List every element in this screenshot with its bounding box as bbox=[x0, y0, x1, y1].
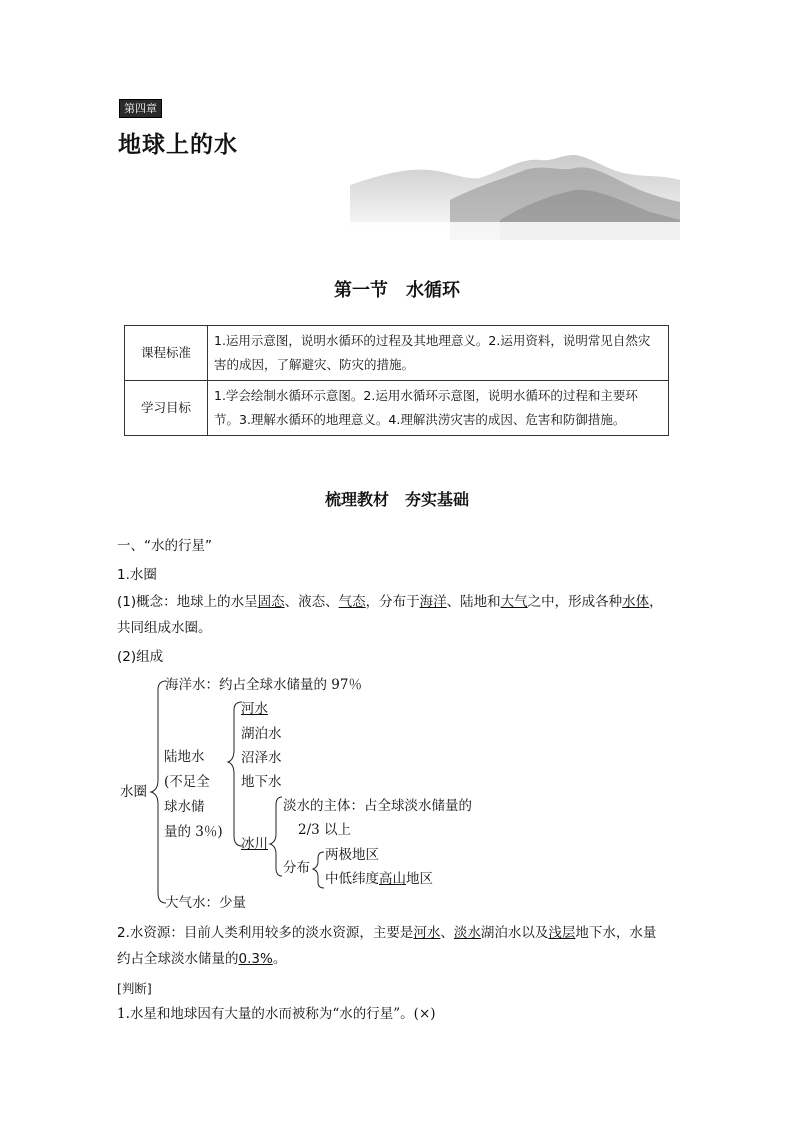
concept-text: ，分布于 bbox=[365, 594, 420, 610]
item2-text: 湖泊水以及 bbox=[480, 925, 549, 941]
table-value: 1.学会绘制水循环示意图。2.运用水循环示意图，说明水循环的过程和主要环节。3.理解水循环的地理意义。4.理解洪涝灾害的成因、危害和防御措施。 bbox=[208, 381, 669, 436]
concept-line2: 共同组成水圈。 bbox=[117, 620, 212, 636]
chapter-badge: 第四章 bbox=[119, 99, 162, 118]
item2-text: 2.水资源：目前人类利用较多的淡水资源，主要是 bbox=[117, 925, 414, 941]
tree-atmos: 大气水：少量 bbox=[165, 895, 246, 911]
answer-blank: 河水 bbox=[241, 701, 268, 717]
tree-land-1: 陆地水 bbox=[164, 749, 205, 765]
concept-text: 、陆地和 bbox=[446, 594, 501, 610]
judge-item-1: 1.水星和地球因有大量的水而被称为“水的行星”。(×) bbox=[117, 1006, 436, 1022]
tree-glacier-main-1: 淡水的主体：占全球淡水储量的 bbox=[283, 798, 472, 814]
answer-blank: 冰川 bbox=[241, 836, 268, 852]
answer-blank: 河水 bbox=[413, 925, 441, 941]
tree-mountain bbox=[325, 869, 433, 889]
tree-land-2: (不足全 bbox=[164, 774, 210, 790]
item2-text: 地下水，水量 bbox=[575, 925, 657, 941]
item2-text: 约占全球淡水储量的 bbox=[117, 951, 239, 967]
tree-land-4: 量的 3％) bbox=[164, 824, 223, 840]
answer-blank: 水体 bbox=[622, 594, 650, 610]
tree-root: 水圈 bbox=[120, 784, 147, 800]
tree-ground: 地下水 bbox=[241, 774, 282, 790]
tree-text: 中低纬度 bbox=[325, 871, 379, 887]
item2-line1 bbox=[117, 923, 656, 943]
answer-blank: 0.3% bbox=[238, 951, 273, 967]
item1-heading: 1.水圈 bbox=[117, 567, 157, 583]
answer-blank: 浅层 bbox=[548, 925, 576, 941]
answer-blank: 高山 bbox=[379, 871, 406, 887]
part1-heading: 一、“水的行星” bbox=[117, 538, 212, 554]
concept-text: ， bbox=[649, 594, 663, 610]
table-value: 1.运用示意图，说明水循环的过程及其地理意义。2.运用资料，说明常见自然灾害的成因，了解避灾、防灾的措施。 bbox=[208, 326, 669, 381]
main-brace bbox=[151, 681, 166, 903]
land-brace bbox=[228, 702, 242, 846]
answer-blank: 气态 bbox=[338, 594, 366, 610]
table-key: 课程标准 bbox=[125, 326, 208, 381]
concept-text: (1)概念：地球上的水呈 bbox=[117, 594, 258, 610]
answer-blank: 海洋 bbox=[419, 594, 447, 610]
concept-text: 、液态、 bbox=[284, 594, 339, 610]
tree-land-3: 球水储 bbox=[164, 799, 205, 815]
item2-text: 、 bbox=[440, 925, 454, 941]
tree-glacier-main-2: 2/3 以上 bbox=[298, 822, 352, 838]
section-title: 第一节 水循环 bbox=[334, 280, 460, 301]
tree-polar: 两极地区 bbox=[325, 847, 379, 863]
tree-glacier bbox=[241, 834, 268, 854]
tree-ocean: 海洋水：约占全球水储量的 97％ bbox=[165, 677, 362, 693]
tree-river bbox=[241, 699, 268, 719]
subheading: 梳理教材 夯实基础 bbox=[324, 490, 469, 509]
judge-label: [判断] bbox=[117, 981, 152, 996]
concept-text: 之中，形成各种 bbox=[527, 594, 623, 610]
distribution-brace bbox=[313, 852, 324, 888]
answer-blank: 大气 bbox=[500, 594, 528, 610]
tree-text: 地区 bbox=[406, 871, 433, 887]
tree-lake: 湖泊水 bbox=[241, 726, 282, 742]
tree-distribution: 分布 bbox=[283, 860, 310, 876]
composition-label: (2)组成 bbox=[117, 649, 164, 665]
table-key: 学习目标 bbox=[125, 381, 208, 436]
glacier-brace bbox=[270, 797, 282, 876]
answer-blank: 淡水 bbox=[453, 925, 481, 941]
answer-blank: 固态 bbox=[257, 594, 285, 610]
item2-line2 bbox=[117, 949, 286, 969]
chapter-title: 地球上的水 bbox=[118, 132, 238, 158]
item2-text: 。 bbox=[272, 951, 287, 967]
tree-swamp: 沼泽水 bbox=[241, 750, 282, 766]
